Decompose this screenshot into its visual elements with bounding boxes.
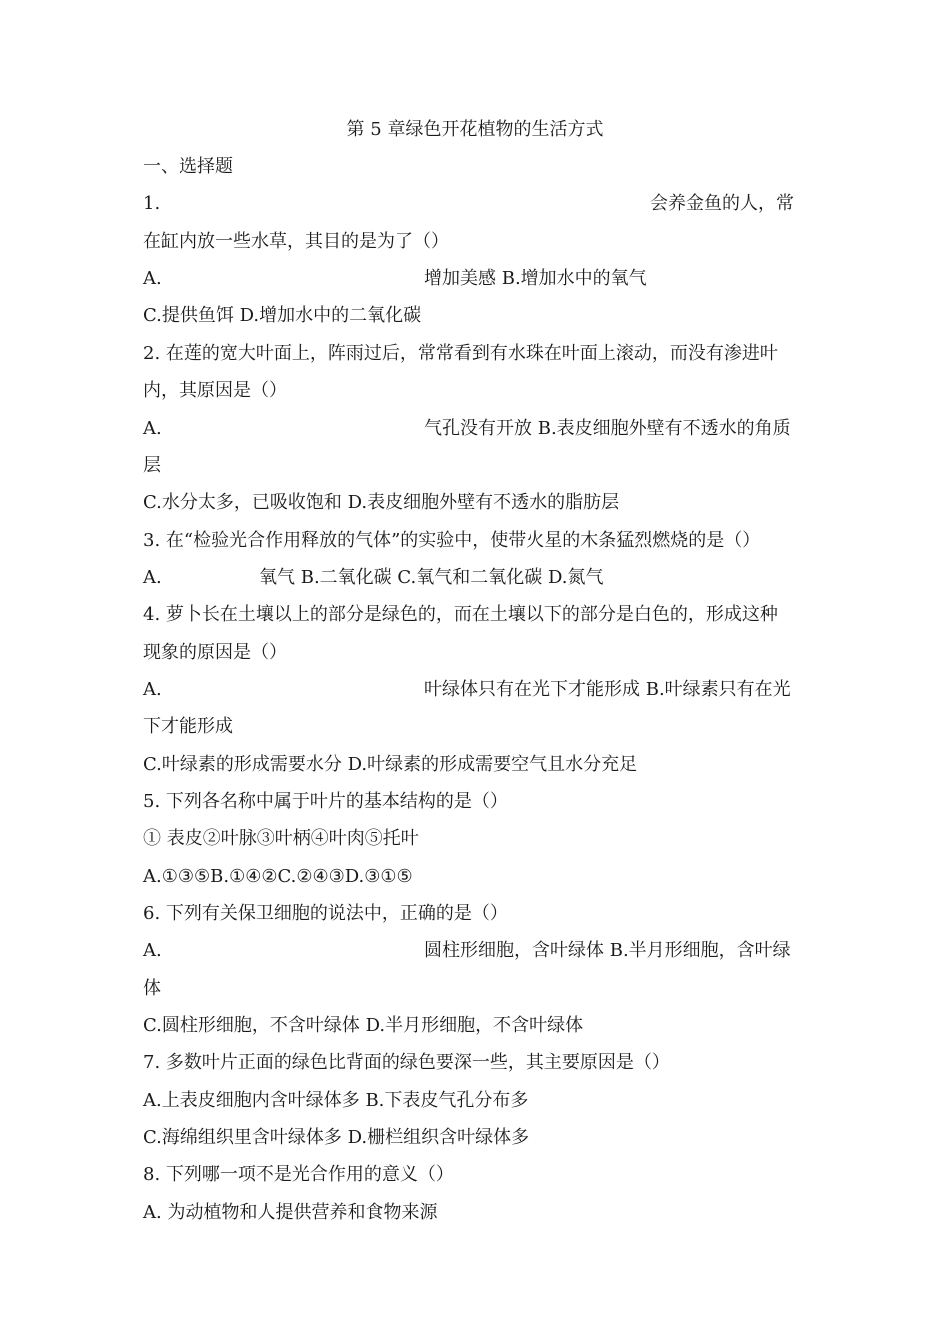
q2-stem-part1: 2. 在莲的宽大叶面上，阵雨过后，常常看到有水珠在叶面上滚动，而没有渗进叶 [143, 343, 778, 364]
q4-option-a-label: A. [143, 679, 162, 700]
q4-options-cd: C.叶绿素的形成需要水分 D.叶绿素的形成需要空气且水分充足 [143, 754, 638, 775]
q2-options-ab: 气孔没有开放 B.表皮细胞外壁有不透水的角质 [424, 418, 791, 439]
q4-options-ab-wrap: 下才能形成 [143, 716, 233, 737]
q1-stem-part2: 在缸内放一些水草，其目的是为了（） [143, 231, 449, 252]
section-heading: 一、选择题 [143, 156, 233, 177]
q2-options-cd: C.水分太多，已吸收饱和 D.表皮细胞外壁有不透水的脂肪层 [143, 492, 620, 513]
q1-option-a-label: A. [143, 268, 162, 289]
q7-stem: 7. 多数叶片正面的绿色比背面的绿色要深一些，其主要原因是（） [143, 1052, 670, 1073]
q6-options-ab-wrap: 体 [143, 978, 161, 999]
q3-stem: 3. 在“检验光合作用释放的气体”的实验中，使带火星的木条猛烈燃烧的是（） [143, 530, 761, 551]
q1-options-cd: C.提供鱼饵 D.增加水中的二氧化碳 [143, 305, 422, 326]
q6-stem: 6. 下列有关保卫细胞的说法中，正确的是（） [143, 903, 508, 924]
q6-options-cd: C.圆柱形细胞，不含叶绿体 D.半月形细胞，不含叶绿体 [143, 1015, 584, 1036]
q7-options-cd: C.海绵组织里含叶绿体多 D.栅栏组织含叶绿体多 [143, 1127, 530, 1148]
q8-stem: 8. 下列哪一项不是光合作用的意义（） [143, 1164, 454, 1185]
q1-options-ab: 增加美感 B.增加水中的氧气 [424, 268, 647, 289]
q3-option-a-label: A. [143, 567, 162, 588]
q7-options-ab: A.上表皮细胞内含叶绿体多 B.下表皮气孔分布多 [143, 1090, 529, 1111]
q8-option-a: A. 为动植物和人提供营养和食物来源 [143, 1202, 438, 1223]
document-title: 第 5 章绿色开花植物的生活方式 [346, 119, 604, 140]
q5-options: A.①③⑤B.①④②C.②④③D.③①⑤ [143, 866, 413, 887]
q6-option-a-label: A. [143, 940, 162, 961]
q1-number: 1. [143, 193, 161, 214]
q4-stem-part1: 4. 萝卜长在土壤以上的部分是绿色的，而在土壤以下的部分是白色的，形成这种 [143, 604, 778, 625]
q4-options-ab: 叶绿体只有在光下才能形成 B.叶绿素只有在光 [424, 679, 791, 700]
q5-stem: 5. 下列各名称中属于叶片的基本结构的是（） [143, 791, 508, 812]
q4-stem-part2: 现象的原因是（） [143, 642, 287, 663]
q2-stem-part2: 内，其原因是（） [143, 380, 287, 401]
q3-options: 氧气 B.二氧化碳 C.氧气和二氧化碳 D.氮气 [259, 567, 604, 588]
q5-items: ① 表皮②叶脉③叶柄④叶肉⑤托叶 [143, 828, 419, 849]
q2-option-a-label: A. [143, 418, 162, 439]
q2-options-ab-wrap: 层 [143, 455, 161, 476]
q6-options-ab: 圆柱形细胞，含叶绿体 B.半月形细胞，含叶绿 [424, 940, 791, 961]
q1-stem-part1: 会养金鱼的人，常 [650, 193, 794, 214]
